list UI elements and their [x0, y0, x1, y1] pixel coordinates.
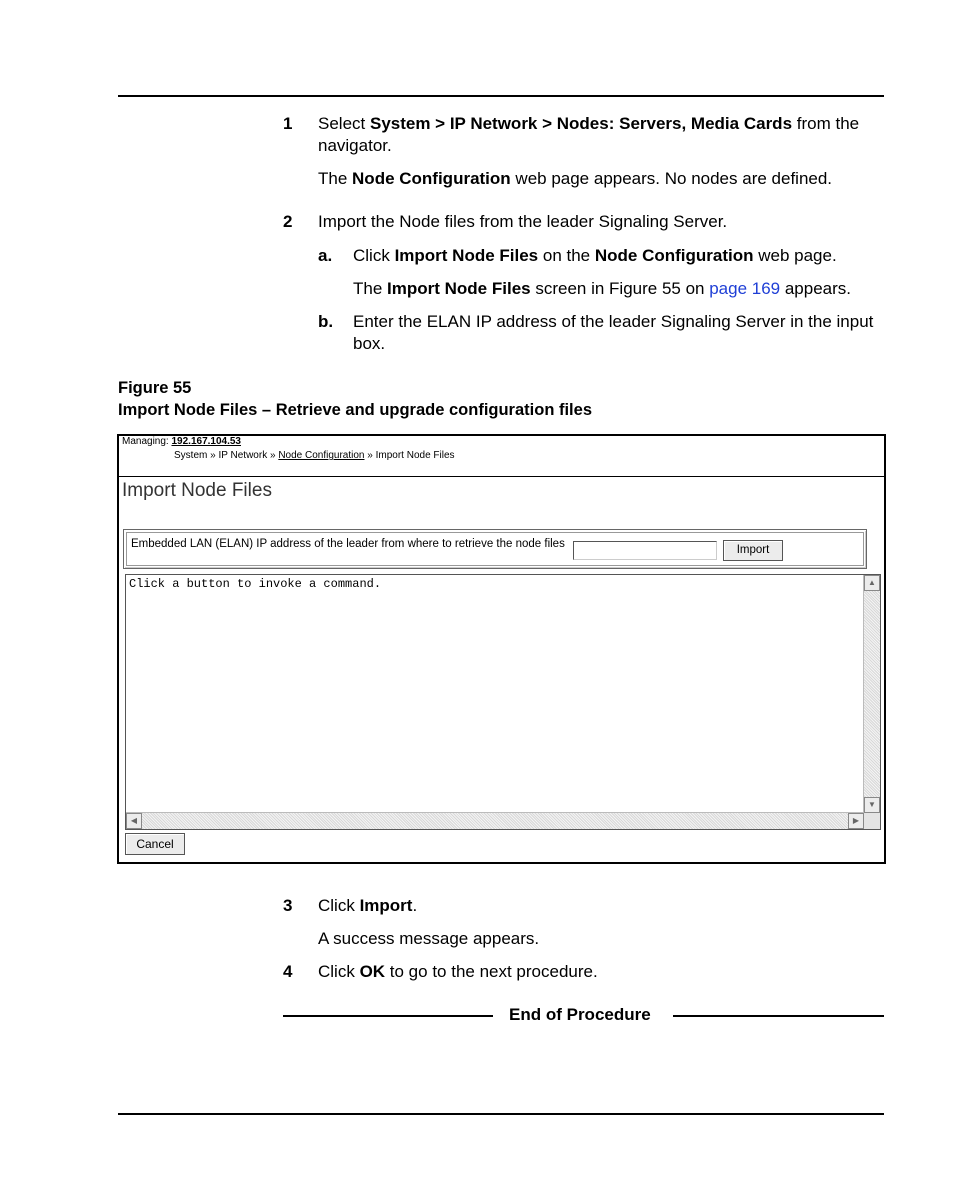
- managing-label: Managing:: [122, 436, 169, 447]
- step-1-pre: Select: [318, 114, 370, 133]
- bottom-rule: [118, 1113, 884, 1115]
- step-3-bold: Import: [359, 896, 413, 915]
- page-169-link[interactable]: page 169: [709, 279, 781, 298]
- step-1-note-pre: The: [318, 169, 353, 188]
- step-2a-note-bold: Import Node Files: [387, 279, 531, 298]
- step-4-pre: Click: [318, 962, 360, 981]
- step-1-menu-path: System > IP Network > Nodes: Servers, Media Cards: [369, 114, 793, 133]
- vertical-scrollbar[interactable]: [863, 575, 880, 813]
- step-3-post: .: [412, 896, 418, 915]
- step-2a-bold1: Import Node Files: [394, 246, 539, 265]
- elan-ip-input[interactable]: [573, 541, 717, 560]
- step-4-bold: OK: [359, 962, 386, 981]
- step-1-note: [318, 168, 832, 190]
- step-4-text: [318, 961, 598, 983]
- step-1-note-post: web page appears. No nodes are defined.: [510, 169, 833, 188]
- breadcrumb-import-node-files: Import Node Files: [375, 450, 455, 461]
- managing-line: [122, 436, 241, 447]
- import-node-files-screenshot: [117, 434, 886, 864]
- scrollbar-corner: [864, 813, 880, 829]
- step-3-number: 3: [283, 896, 293, 915]
- step-2-number: 2: [283, 212, 293, 231]
- step-2a-note-post: appears.: [780, 279, 852, 298]
- header-divider: [119, 476, 884, 477]
- breadcrumb-ip-network[interactable]: IP Network: [218, 450, 268, 461]
- scroll-down-icon[interactable]: ▼: [864, 797, 880, 813]
- breadcrumb-system[interactable]: System: [174, 450, 208, 461]
- elan-ip-panel: [123, 529, 867, 569]
- step-2a-note-pre: The: [353, 279, 388, 298]
- page-title: Import Node Files: [122, 480, 272, 501]
- step-2a-bold2: Node Configuration: [594, 246, 754, 265]
- breadcrumb-separator: »: [267, 450, 279, 461]
- figure-label: Figure 55: [118, 379, 192, 397]
- step-3-note: A success message appears.: [318, 929, 540, 948]
- elan-ip-panel-inner: [126, 532, 864, 566]
- managing-ip-link[interactable]: 192.167.104.53: [171, 436, 241, 447]
- step-1-text: [318, 113, 884, 157]
- command-output-area[interactable]: [125, 574, 881, 830]
- step-4-post: to go to the next procedure.: [385, 962, 598, 981]
- end-of-procedure: End of Procedure: [509, 1005, 651, 1024]
- end-of-procedure-left-line: [283, 1015, 493, 1017]
- step-2b-text: [353, 311, 884, 355]
- step-3-text: [318, 895, 417, 917]
- step-1-cont: navigator.: [318, 136, 392, 155]
- import-button[interactable]: Import: [723, 540, 783, 561]
- step-2a-letter: a.: [318, 246, 333, 265]
- elan-ip-label: Embedded LAN (ELAN) IP address of the leader from where to retrieve the node files: [131, 538, 565, 550]
- step-2a-pre: Click: [353, 246, 395, 265]
- scroll-up-icon[interactable]: ▲: [864, 575, 880, 591]
- breadcrumb-separator: »: [207, 450, 219, 461]
- step-3-pre: Click: [318, 896, 360, 915]
- end-of-procedure-right-line: [673, 1015, 884, 1017]
- breadcrumb-node-configuration[interactable]: Node Configuration: [278, 450, 365, 461]
- step-2a-post: web page.: [753, 246, 837, 265]
- breadcrumb-separator: »: [364, 450, 376, 461]
- step-2b-line1: Enter the ELAN IP address of the leader Signaling Server in the input: [353, 312, 874, 331]
- step-1-number: 1: [283, 114, 293, 133]
- breadcrumb: [174, 450, 455, 461]
- step-1-note-bold: Node Configuration: [352, 169, 511, 188]
- step-2a-note: [353, 278, 851, 300]
- top-rule: [118, 95, 884, 97]
- cancel-button[interactable]: Cancel: [125, 833, 185, 855]
- figure-caption: Import Node Files – Retrieve and upgrade configuration files: [118, 401, 592, 419]
- step-2b-line2: box.: [353, 334, 386, 353]
- scroll-left-icon[interactable]: ◀: [126, 813, 142, 829]
- console-text: Click a button to invoke a command.: [129, 577, 382, 591]
- step-2-text: Import the Node files from the leader Signaling Server.: [318, 212, 728, 231]
- step-2b-letter: b.: [318, 312, 334, 331]
- step-2a-note-mid: screen in Figure 55 on: [530, 279, 710, 298]
- step-1-post: from the: [792, 114, 860, 133]
- step-2a-text: [353, 245, 837, 267]
- step-2a-mid: on the: [538, 246, 595, 265]
- horizontal-scrollbar[interactable]: [126, 812, 864, 829]
- scroll-right-icon[interactable]: ▶: [848, 813, 864, 829]
- step-4-number: 4: [283, 962, 293, 981]
